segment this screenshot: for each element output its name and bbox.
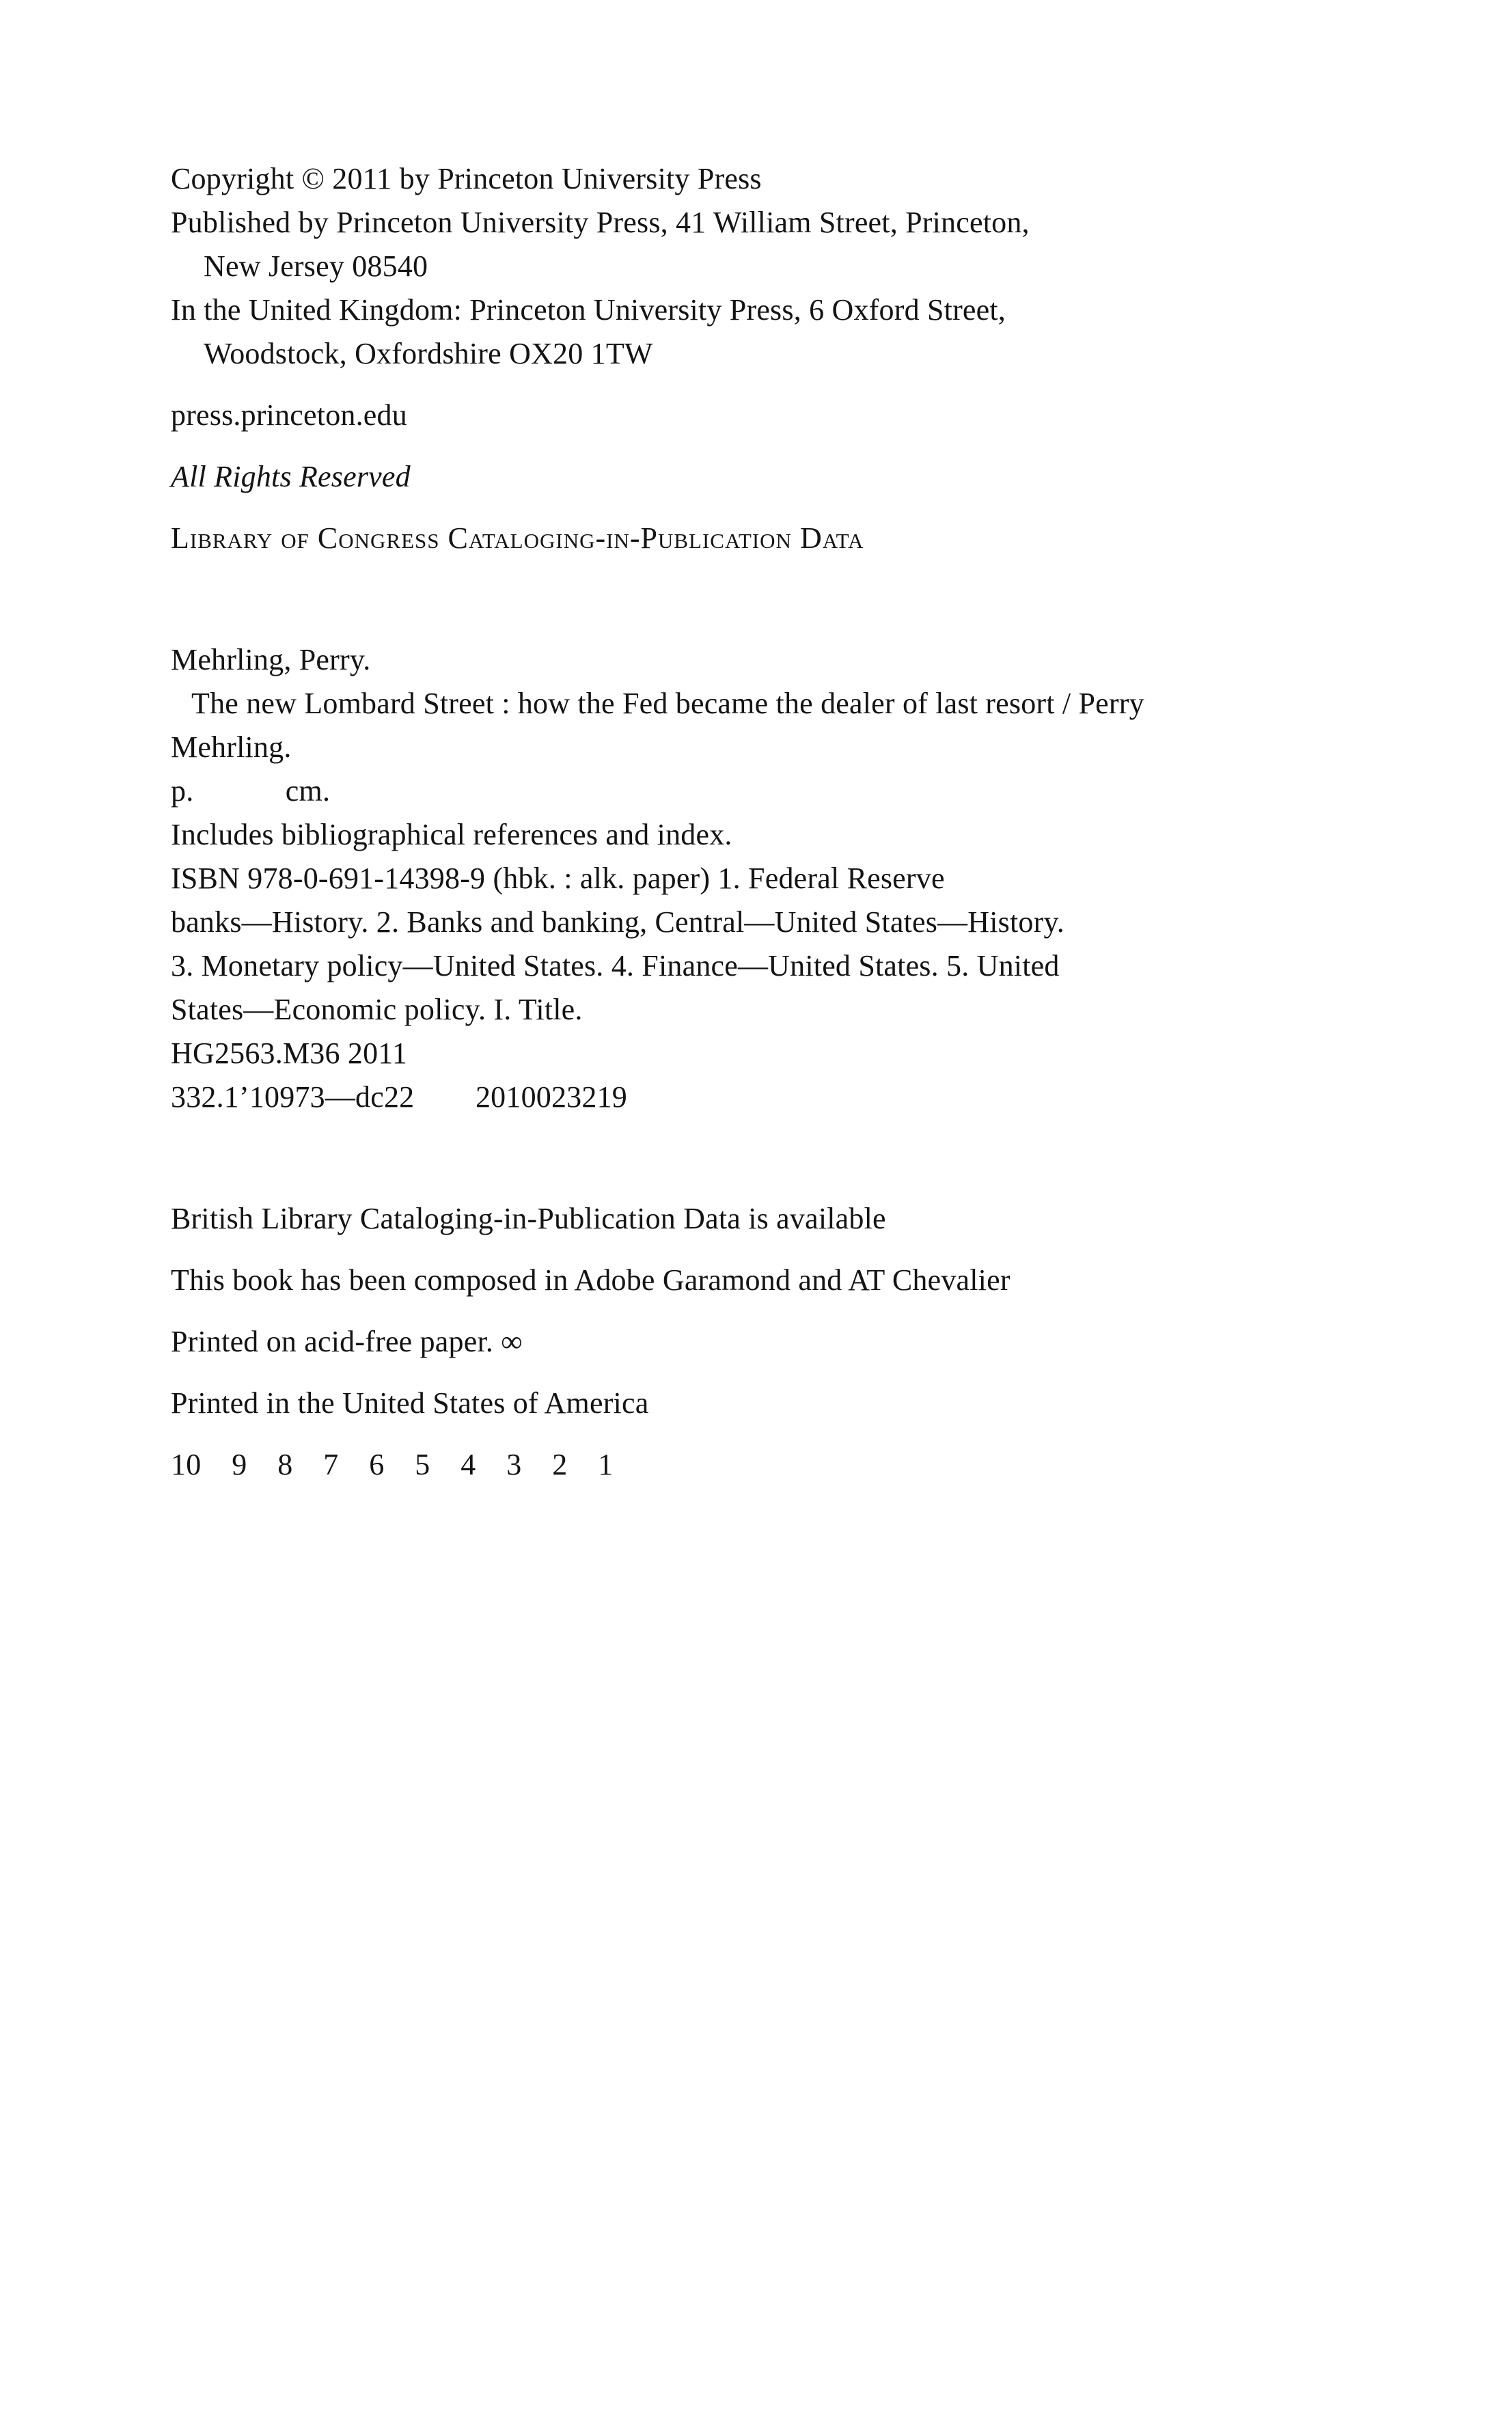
cip-entry-block xyxy=(171,638,1401,1119)
uk-publisher-line-continuation: Woodstock, Oxfordshire OX20 1TW xyxy=(204,337,653,370)
typeface-line: This book has been composed in Adobe Garamond and AT Chevalier xyxy=(171,1263,1011,1297)
cip-call-number-line: HG2563.M36 2011 xyxy=(171,1036,408,1070)
rights-statement: All Rights Reserved xyxy=(171,460,411,493)
printing-number-line: 10 9 8 7 6 5 4 3 2 1 xyxy=(171,1448,614,1481)
cip-dewey-number-line: 332.1’10973—dc22 2010023219 xyxy=(171,1080,627,1114)
cip-pagination-line: p. cm. xyxy=(171,774,331,808)
publisher-website: press.princeton.edu xyxy=(171,398,407,432)
loc-cataloging-heading: Library of Congress Cataloging-in-Publication Data xyxy=(171,521,864,555)
uk-publisher-line: In the United Kingdom: Princeton University Press, 6 Oxford Street, xyxy=(171,293,1006,327)
cip-subjects-line-3: States—Economic policy. I. Title. xyxy=(171,993,583,1026)
british-library-line: British Library Cataloging-in-Publication Data is available xyxy=(171,1202,886,1235)
publisher-line-continuation: New Jersey 08540 xyxy=(204,249,428,283)
copyright-page-text xyxy=(171,157,1401,1487)
copyright-line: Copyright © 2011 by Princeton University Press xyxy=(171,162,762,195)
cip-author-line: Mehrling, Perry. xyxy=(171,643,371,676)
cip-references-line: Includes bibliographical references and index. xyxy=(171,818,732,851)
cip-title-continuation: Mehrling. xyxy=(171,730,292,764)
acid-free-paper-line: Printed on acid-free paper. ∞ xyxy=(171,1325,523,1358)
cip-subjects-line-2: 3. Monetary policy—United States. 4. Finance—United States. 5. United xyxy=(171,949,1060,982)
publisher-line: Published by Princeton University Press, 41 William Street, Princeton, xyxy=(171,206,1030,239)
cip-title-line: The new Lombard Street : how the Fed became the dealer of last resort / Perry xyxy=(191,687,1144,720)
cip-subjects-line-1: banks—History. 2. Banks and banking, Central—United States—History. xyxy=(171,905,1064,939)
cip-isbn-line: ISBN 978-0-691-14398-9 (hbk. : alk. paper) 1. Federal Reserve xyxy=(171,862,945,895)
imprint-block xyxy=(171,157,1401,376)
printed-in-line: Printed in the United States of America xyxy=(171,1386,649,1420)
